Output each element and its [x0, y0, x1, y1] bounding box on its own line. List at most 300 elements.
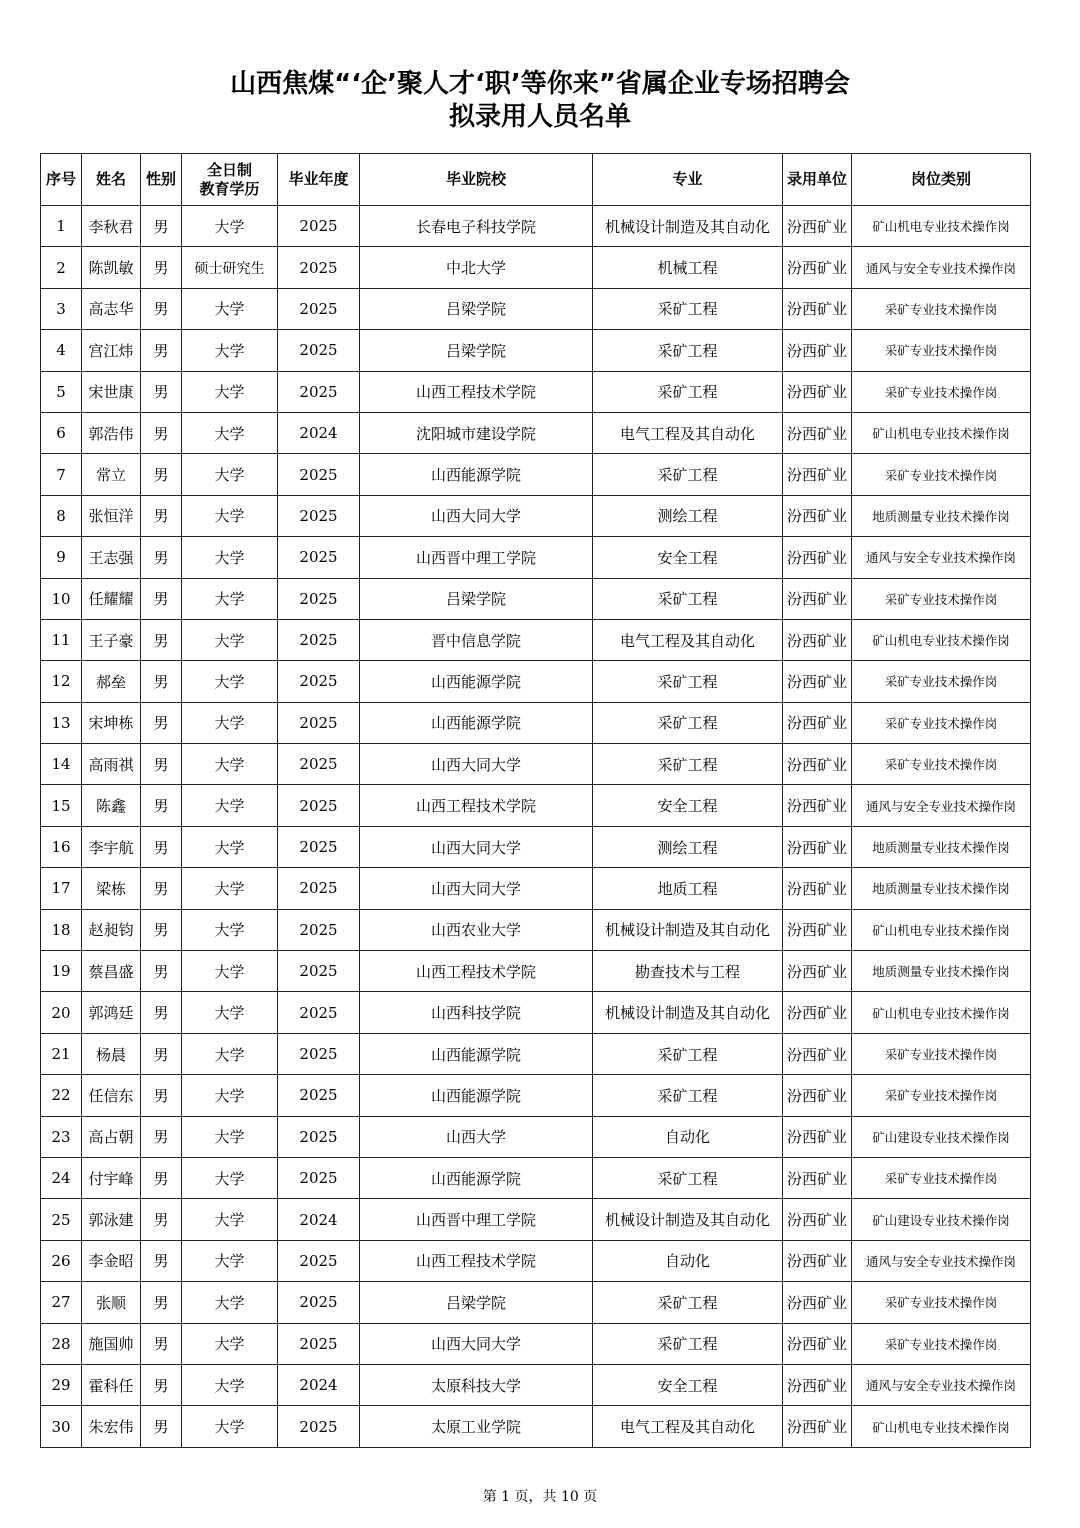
cell-grad-year: 2025 [278, 785, 360, 826]
cell-school: 吕梁学院 [360, 330, 593, 371]
cell-seq: 2 [41, 247, 82, 288]
cell-grad-year: 2024 [278, 1199, 360, 1240]
cell-name: 霍科任 [82, 1364, 141, 1405]
cell-school: 山西大同大学 [360, 495, 593, 536]
cell-seq: 6 [41, 412, 82, 453]
cell-school: 山西大同大学 [360, 826, 593, 867]
cell-post: 采矿专业技术操作岗 [852, 702, 1031, 743]
cell-unit: 汾西矿业 [783, 826, 852, 867]
cell-name: 任耀耀 [82, 578, 141, 619]
header-grad-year: 毕业年度 [278, 154, 360, 206]
cell-name: 郭泳建 [82, 1199, 141, 1240]
table-row [41, 371, 1031, 412]
cell-seq: 13 [41, 702, 82, 743]
cell-school: 山西科技学院 [360, 992, 593, 1033]
cell-gender: 男 [141, 1282, 182, 1323]
cell-major: 采矿工程 [593, 578, 783, 619]
cell-seq: 16 [41, 826, 82, 867]
cell-school: 晋中信息学院 [360, 619, 593, 660]
cell-gender: 男 [141, 495, 182, 536]
cell-grad-year: 2025 [278, 1282, 360, 1323]
table-row [41, 412, 1031, 453]
cell-name: 李秋君 [82, 206, 141, 247]
cell-unit: 汾西矿业 [783, 1199, 852, 1240]
cell-school: 长春电子科技学院 [360, 206, 593, 247]
cell-seq: 28 [41, 1323, 82, 1364]
cell-name: 王子豪 [82, 619, 141, 660]
hire-list-table [40, 153, 1031, 1448]
cell-name: 宋世康 [82, 371, 141, 412]
header-seq: 序号 [41, 154, 82, 206]
cell-school: 山西能源学院 [360, 1157, 593, 1198]
cell-education: 大学 [182, 206, 278, 247]
cell-gender: 男 [141, 1240, 182, 1281]
table-row [41, 495, 1031, 536]
cell-major: 采矿工程 [593, 744, 783, 785]
table-row [41, 992, 1031, 1033]
cell-grad-year: 2025 [278, 1157, 360, 1198]
cell-major: 采矿工程 [593, 1323, 783, 1364]
cell-major: 采矿工程 [593, 1157, 783, 1198]
cell-name: 宋坤栋 [82, 702, 141, 743]
cell-post: 矿山建设专业技术操作岗 [852, 1199, 1031, 1240]
cell-post: 采矿专业技术操作岗 [852, 1282, 1031, 1323]
cell-grad-year: 2025 [278, 537, 360, 578]
cell-unit: 汾西矿业 [783, 1075, 852, 1116]
table-body [41, 206, 1031, 1448]
table-row [41, 1406, 1031, 1447]
cell-unit: 汾西矿业 [783, 288, 852, 329]
cell-post: 采矿专业技术操作岗 [852, 288, 1031, 329]
cell-seq: 12 [41, 661, 82, 702]
cell-post: 采矿专业技术操作岗 [852, 454, 1031, 495]
cell-major: 采矿工程 [593, 1033, 783, 1074]
cell-post: 通风与安全专业技术操作岗 [852, 247, 1031, 288]
cell-education: 大学 [182, 1157, 278, 1198]
table-row [41, 744, 1031, 785]
cell-seq: 19 [41, 951, 82, 992]
page-footer: 第 1 页，共 10 页 [482, 1489, 598, 1505]
cell-post: 地质测量专业技术操作岗 [852, 826, 1031, 867]
cell-unit: 汾西矿业 [783, 330, 852, 371]
cell-post: 矿山机电专业技术操作岗 [852, 412, 1031, 453]
cell-grad-year: 2025 [278, 1323, 360, 1364]
cell-major: 采矿工程 [593, 1075, 783, 1116]
cell-unit: 汾西矿业 [783, 619, 852, 660]
header-education-line2: 教育学历 [199, 179, 260, 198]
cell-post: 矿山机电专业技术操作岗 [852, 909, 1031, 950]
table-row [41, 909, 1031, 950]
cell-unit: 汾西矿业 [783, 1240, 852, 1281]
cell-seq: 14 [41, 744, 82, 785]
header-post: 岗位类别 [852, 154, 1031, 206]
cell-major: 采矿工程 [593, 661, 783, 702]
cell-grad-year: 2025 [278, 992, 360, 1033]
header-education [182, 154, 278, 206]
cell-unit: 汾西矿业 [783, 1033, 852, 1074]
cell-unit: 汾西矿业 [783, 454, 852, 495]
cell-post: 矿山机电专业技术操作岗 [852, 1406, 1031, 1447]
cell-name: 杨晨 [82, 1033, 141, 1074]
cell-unit: 汾西矿业 [783, 868, 852, 909]
table-row [41, 1323, 1031, 1364]
cell-major: 采矿工程 [593, 371, 783, 412]
cell-name: 郭浩伟 [82, 412, 141, 453]
cell-grad-year: 2025 [278, 661, 360, 702]
cell-name: 陈鑫 [82, 785, 141, 826]
cell-grad-year: 2025 [278, 1075, 360, 1116]
table-row [41, 1199, 1031, 1240]
cell-grad-year: 2025 [278, 702, 360, 743]
cell-post: 采矿专业技术操作岗 [852, 744, 1031, 785]
cell-education: 大学 [182, 785, 278, 826]
cell-name: 李宇航 [82, 826, 141, 867]
cell-school: 山西晋中理工学院 [360, 1199, 593, 1240]
table-row [41, 661, 1031, 702]
cell-education: 大学 [182, 1282, 278, 1323]
cell-major: 机械设计制造及其自动化 [593, 206, 783, 247]
cell-school: 中北大学 [360, 247, 593, 288]
cell-education: 大学 [182, 1406, 278, 1447]
cell-unit: 汾西矿业 [783, 785, 852, 826]
table-row [41, 868, 1031, 909]
cell-grad-year: 2025 [278, 578, 360, 619]
header-name: 姓名 [82, 154, 141, 206]
cell-grad-year: 2025 [278, 619, 360, 660]
cell-major: 采矿工程 [593, 1282, 783, 1323]
cell-education: 大学 [182, 951, 278, 992]
cell-education: 大学 [182, 826, 278, 867]
cell-education: 大学 [182, 868, 278, 909]
cell-school: 山西能源学院 [360, 1033, 593, 1074]
cell-gender: 男 [141, 1406, 182, 1447]
cell-post: 采矿专业技术操作岗 [852, 661, 1031, 702]
cell-major: 机械设计制造及其自动化 [593, 992, 783, 1033]
cell-name: 高雨祺 [82, 744, 141, 785]
cell-unit: 汾西矿业 [783, 206, 852, 247]
cell-unit: 汾西矿业 [783, 1116, 852, 1157]
cell-education: 大学 [182, 454, 278, 495]
table-header-row [41, 154, 1031, 206]
cell-gender: 男 [141, 247, 182, 288]
cell-post: 采矿专业技术操作岗 [852, 330, 1031, 371]
cell-education: 大学 [182, 702, 278, 743]
cell-unit: 汾西矿业 [783, 495, 852, 536]
cell-education: 大学 [182, 330, 278, 371]
cell-post: 通风与安全专业技术操作岗 [852, 1364, 1031, 1405]
cell-gender: 男 [141, 371, 182, 412]
cell-gender: 男 [141, 619, 182, 660]
cell-unit: 汾西矿业 [783, 1323, 852, 1364]
cell-post: 采矿专业技术操作岗 [852, 1033, 1031, 1074]
cell-grad-year: 2025 [278, 951, 360, 992]
cell-school: 山西农业大学 [360, 909, 593, 950]
cell-seq: 24 [41, 1157, 82, 1198]
cell-school: 山西工程技术学院 [360, 785, 593, 826]
header-unit: 录用单位 [783, 154, 852, 206]
document-subtitle: 拟录用人员名单 [448, 102, 631, 132]
cell-grad-year: 2025 [278, 744, 360, 785]
cell-major: 电气工程及其自动化 [593, 619, 783, 660]
table-row [41, 330, 1031, 371]
cell-gender: 男 [141, 537, 182, 578]
cell-unit: 汾西矿业 [783, 661, 852, 702]
cell-seq: 5 [41, 371, 82, 412]
cell-name: 宫江炜 [82, 330, 141, 371]
cell-seq: 7 [41, 454, 82, 495]
cell-grad-year: 2025 [278, 206, 360, 247]
cell-grad-year: 2024 [278, 1364, 360, 1405]
cell-seq: 8 [41, 495, 82, 536]
cell-post: 地质测量专业技术操作岗 [852, 951, 1031, 992]
table-row [41, 702, 1031, 743]
cell-grad-year: 2025 [278, 288, 360, 329]
table-row [41, 1364, 1031, 1405]
cell-unit: 汾西矿业 [783, 702, 852, 743]
cell-education: 大学 [182, 909, 278, 950]
cell-gender: 男 [141, 1157, 182, 1198]
cell-education: 大学 [182, 1199, 278, 1240]
cell-name: 高占朝 [82, 1116, 141, 1157]
cell-grad-year: 2025 [278, 1406, 360, 1447]
cell-grad-year: 2025 [278, 868, 360, 909]
cell-unit: 汾西矿业 [783, 537, 852, 578]
cell-seq: 3 [41, 288, 82, 329]
cell-unit: 汾西矿业 [783, 1406, 852, 1447]
cell-seq: 29 [41, 1364, 82, 1405]
header-gender: 性别 [141, 154, 182, 206]
cell-seq: 15 [41, 785, 82, 826]
cell-seq: 4 [41, 330, 82, 371]
cell-post: 矿山机电专业技术操作岗 [852, 992, 1031, 1033]
cell-school: 山西工程技术学院 [360, 1240, 593, 1281]
table-row [41, 1282, 1031, 1323]
cell-gender: 男 [141, 1199, 182, 1240]
cell-school: 山西大同大学 [360, 744, 593, 785]
table-row [41, 247, 1031, 288]
header-school: 毕业院校 [360, 154, 593, 206]
cell-name: 付宇峰 [82, 1157, 141, 1198]
cell-grad-year: 2025 [278, 1240, 360, 1281]
cell-unit: 汾西矿业 [783, 247, 852, 288]
cell-unit: 汾西矿业 [783, 909, 852, 950]
cell-post: 采矿专业技术操作岗 [852, 578, 1031, 619]
cell-education: 大学 [182, 412, 278, 453]
cell-unit: 汾西矿业 [783, 992, 852, 1033]
cell-gender: 男 [141, 661, 182, 702]
cell-post: 采矿专业技术操作岗 [852, 1157, 1031, 1198]
cell-education: 大学 [182, 1116, 278, 1157]
cell-major: 安全工程 [593, 537, 783, 578]
cell-grad-year: 2025 [278, 371, 360, 412]
cell-education: 大学 [182, 495, 278, 536]
table-row [41, 951, 1031, 992]
cell-school: 太原科技大学 [360, 1364, 593, 1405]
cell-post: 采矿专业技术操作岗 [852, 371, 1031, 412]
cell-gender: 男 [141, 1323, 182, 1364]
cell-major: 电气工程及其自动化 [593, 1406, 783, 1447]
cell-education: 大学 [182, 1240, 278, 1281]
cell-grad-year: 2024 [278, 412, 360, 453]
cell-post: 通风与安全专业技术操作岗 [852, 785, 1031, 826]
cell-name: 赵昶钧 [82, 909, 141, 950]
table-row [41, 1157, 1031, 1198]
cell-education: 大学 [182, 578, 278, 619]
cell-major: 自动化 [593, 1240, 783, 1281]
cell-gender: 男 [141, 330, 182, 371]
cell-post: 通风与安全专业技术操作岗 [852, 1240, 1031, 1281]
cell-post: 矿山建设专业技术操作岗 [852, 1116, 1031, 1157]
cell-seq: 25 [41, 1199, 82, 1240]
cell-major: 采矿工程 [593, 288, 783, 329]
cell-gender: 男 [141, 909, 182, 950]
cell-post: 采矿专业技术操作岗 [852, 1323, 1031, 1364]
cell-seq: 9 [41, 537, 82, 578]
cell-grad-year: 2025 [278, 330, 360, 371]
cell-education: 大学 [182, 288, 278, 329]
cell-seq: 26 [41, 1240, 82, 1281]
cell-major: 测绘工程 [593, 495, 783, 536]
cell-education: 大学 [182, 1075, 278, 1116]
cell-name: 梁栋 [82, 868, 141, 909]
cell-gender: 男 [141, 702, 182, 743]
header-education-line1: 全日制 [206, 160, 252, 179]
cell-major: 测绘工程 [593, 826, 783, 867]
cell-gender: 男 [141, 578, 182, 619]
cell-major: 机械设计制造及其自动化 [593, 1199, 783, 1240]
cell-unit: 汾西矿业 [783, 1364, 852, 1405]
cell-post: 矿山机电专业技术操作岗 [852, 206, 1031, 247]
cell-education: 硕士研究生 [182, 247, 278, 288]
cell-name: 郭鸿廷 [82, 992, 141, 1033]
cell-seq: 10 [41, 578, 82, 619]
table-row [41, 288, 1031, 329]
table-row [41, 578, 1031, 619]
cell-school: 山西能源学院 [360, 1075, 593, 1116]
cell-education: 大学 [182, 1323, 278, 1364]
cell-seq: 1 [41, 206, 82, 247]
cell-major: 勘查技术与工程 [593, 951, 783, 992]
cell-major: 采矿工程 [593, 330, 783, 371]
cell-gender: 男 [141, 992, 182, 1033]
cell-seq: 21 [41, 1033, 82, 1074]
cell-grad-year: 2025 [278, 247, 360, 288]
table-row [41, 537, 1031, 578]
cell-school: 太原工业学院 [360, 1406, 593, 1447]
cell-education: 大学 [182, 619, 278, 660]
cell-gender: 男 [141, 785, 182, 826]
cell-unit: 汾西矿业 [783, 1157, 852, 1198]
cell-school: 山西大学 [360, 1116, 593, 1157]
cell-unit: 汾西矿业 [783, 371, 852, 412]
cell-gender: 男 [141, 868, 182, 909]
cell-gender: 男 [141, 1364, 182, 1405]
cell-post: 通风与安全专业技术操作岗 [852, 537, 1031, 578]
cell-major: 地质工程 [593, 868, 783, 909]
document-title: 山西焦煤“‘企’聚人才‘职’等你来”省属企业专场招聘会 [230, 69, 850, 99]
cell-major: 安全工程 [593, 785, 783, 826]
cell-grad-year: 2025 [278, 454, 360, 495]
cell-unit: 汾西矿业 [783, 578, 852, 619]
cell-school: 山西能源学院 [360, 702, 593, 743]
cell-name: 蔡昌盛 [82, 951, 141, 992]
table-row [41, 1116, 1031, 1157]
cell-school: 山西能源学院 [360, 454, 593, 495]
cell-education: 大学 [182, 371, 278, 412]
table-row [41, 785, 1031, 826]
cell-gender: 男 [141, 826, 182, 867]
cell-major: 采矿工程 [593, 702, 783, 743]
cell-gender: 男 [141, 412, 182, 453]
cell-major: 采矿工程 [593, 454, 783, 495]
cell-education: 大学 [182, 1364, 278, 1405]
cell-school: 沈阳城市建设学院 [360, 412, 593, 453]
cell-school: 山西晋中理工学院 [360, 537, 593, 578]
cell-unit: 汾西矿业 [783, 744, 852, 785]
cell-name: 高志华 [82, 288, 141, 329]
cell-grad-year: 2025 [278, 909, 360, 950]
cell-post: 地质测量专业技术操作岗 [852, 868, 1031, 909]
cell-school: 山西大同大学 [360, 1323, 593, 1364]
cell-name: 张恒洋 [82, 495, 141, 536]
table-row [41, 1033, 1031, 1074]
cell-school: 吕梁学院 [360, 578, 593, 619]
cell-school: 山西能源学院 [360, 661, 593, 702]
table-row [41, 1240, 1031, 1281]
cell-major: 安全工程 [593, 1364, 783, 1405]
cell-school: 山西工程技术学院 [360, 371, 593, 412]
cell-post: 采矿专业技术操作岗 [852, 1075, 1031, 1116]
cell-seq: 23 [41, 1116, 82, 1157]
table-row [41, 619, 1031, 660]
table-row [41, 454, 1031, 495]
cell-unit: 汾西矿业 [783, 412, 852, 453]
cell-name: 郝垒 [82, 661, 141, 702]
cell-school: 山西大同大学 [360, 868, 593, 909]
cell-education: 大学 [182, 661, 278, 702]
cell-education: 大学 [182, 744, 278, 785]
cell-school: 吕梁学院 [360, 1282, 593, 1323]
cell-seq: 20 [41, 992, 82, 1033]
cell-major: 自动化 [593, 1116, 783, 1157]
cell-name: 陈凯敏 [82, 247, 141, 288]
cell-unit: 汾西矿业 [783, 1282, 852, 1323]
cell-gender: 男 [141, 454, 182, 495]
cell-major: 机械工程 [593, 247, 783, 288]
cell-education: 大学 [182, 1033, 278, 1074]
cell-name: 朱宏伟 [82, 1406, 141, 1447]
cell-seq: 11 [41, 619, 82, 660]
cell-name: 李金昭 [82, 1240, 141, 1281]
cell-seq: 17 [41, 868, 82, 909]
table-row [41, 206, 1031, 247]
cell-education: 大学 [182, 992, 278, 1033]
cell-education: 大学 [182, 537, 278, 578]
cell-seq: 18 [41, 909, 82, 950]
cell-major: 电气工程及其自动化 [593, 412, 783, 453]
cell-gender: 男 [141, 744, 182, 785]
cell-gender: 男 [141, 1075, 182, 1116]
cell-gender: 男 [141, 206, 182, 247]
cell-gender: 男 [141, 1116, 182, 1157]
cell-name: 任信东 [82, 1075, 141, 1116]
cell-gender: 男 [141, 951, 182, 992]
table-row [41, 826, 1031, 867]
cell-name: 施国帅 [82, 1323, 141, 1364]
cell-post: 矿山机电专业技术操作岗 [852, 619, 1031, 660]
cell-major: 机械设计制造及其自动化 [593, 909, 783, 950]
table-row [41, 1075, 1031, 1116]
